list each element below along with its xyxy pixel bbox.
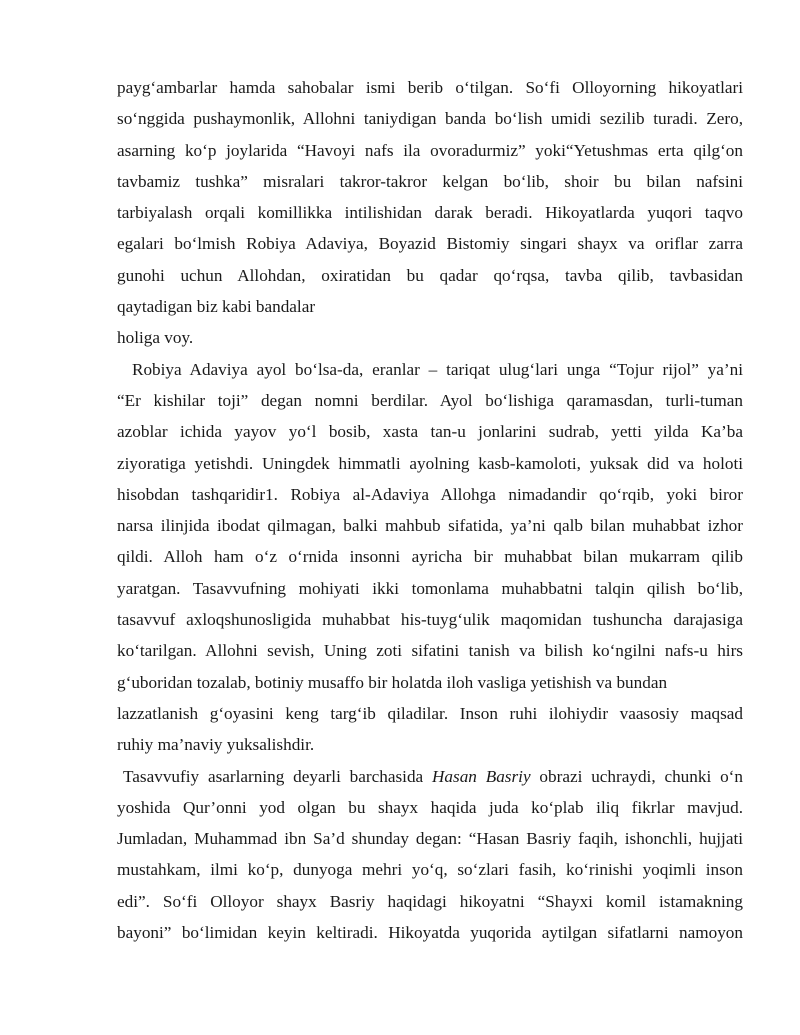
text-line: gunohi uchun Allohdan, oxiratidan bu qadar qo‘rqsa, tavba qilib, tavbasidan: [117, 265, 743, 285]
text-line: tarbiyalash orqali komillikka intilishidan darak beradi. Hikoyatlarda yuqori taqvo: [117, 203, 743, 223]
text-line: “Er kishilar toji” degan nomni berdilar. Ayol bo‘lishiga qaramasdan, turli-tuman: [117, 390, 743, 410]
text-line: lazzatlanish g‘oyasini keng targ‘ib qiladilar. Inson ruhi ilohiydir vaasosiy maqsad: [117, 703, 743, 723]
text-line: narsa ilinjida ibodat qilmagan, balki mahbub sifatida, ya’ni qalb bilan muhabbat izhor: [117, 516, 743, 536]
text-line: so‘nggida pushaymonlik, Allohni taniydigan banda bo‘lish umidi sezilib turadi. Zero,: [117, 109, 743, 129]
text-line: mustahkam, ilmi ko‘p, dunyoga mehri yo‘q, so‘zlari fasih, ko‘rinishi yoqimli inson: [117, 860, 743, 880]
text-line: tasavvuf axloqshunosligida muhabbat his-tuyg‘ulik maqomidan tushuncha darajasiga: [117, 610, 743, 630]
text-line: yaratgan. Tasavvufning mohiyati ikki tomonlama muhabbatni talqin qilish bo‘lib,: [117, 578, 743, 598]
body-text: [117, 72, 743, 948]
text-line: ko‘tarilgan. Allohni sevish, Uning zoti sifatini tanish va bilish ko‘ngilni nafs-u hirs: [117, 641, 743, 661]
text-line: bayoni” bo‘limidan keyin keltiradi. Hikoyatda yuqorida aytilgan sifatlarni namoyon: [117, 923, 743, 943]
italic-name: Hasan Basriy: [432, 766, 531, 786]
text-line: edi”. So‘fi Olloyor shayx Basriy haqidagi hikoyatni “Shayxi komil istamakning: [117, 891, 743, 911]
text-segment: Tasavvufiy asarlarning deyarli barchasida: [123, 766, 432, 786]
text-line: azoblar ichida yayov yo‘l bosib, xasta tan-u jonlarini sudrab, yetti yilda Ka’ba: [117, 422, 743, 442]
text-line: asarning ko‘p joylarida “Havoyi nafs ila ovoradurmiz” yoki“Yetushmas erta qilg‘on: [117, 140, 743, 160]
text-line: ziyoratiga yetishdi. Uningdek himmatli ayolning kasb-kamoloti, yuksak did va holoti: [117, 453, 743, 473]
text-line: ruhiy ma’naviy yuksalishdir.: [117, 735, 315, 755]
text-line: g‘uboridan tozalab, botiniy musaffo bir holatda iloh vasliga yetishish va bundan: [117, 672, 668, 692]
text-segment: obrazi uchraydi, chunki o‘n: [530, 766, 743, 786]
text-line: hisobdan tashqaridir1. Robiya al-Adaviya Allohga nimadandir qo‘rqib, yoki biror: [117, 484, 743, 504]
text-line: Robiya Adaviya ayol bo‘lsa-da, eranlar – tariqat ulug‘lari unga “Tojur rijol” ya’ni: [132, 359, 743, 379]
text-line: qaytadigan biz kabi bandalar: [117, 297, 316, 317]
text-line: holiga voy.: [117, 328, 194, 348]
text-line: egalari bo‘lmish Robiya Adaviya, Boyazid Bistomiy singari shayx va oriflar zarra: [117, 234, 743, 254]
text-line: qildi. Alloh ham o‘z o‘rnida insonni ayricha bir muhabbat bilan mukarram qilib: [117, 547, 743, 567]
text-line: payg‘ambarlar hamda sahobalar ismi berib o‘tilgan. So‘fi Olloyorning hikoyatlari: [117, 78, 743, 97]
text-line: yoshida Qur’onni yod olgan bu shayx haqida juda ko‘plab iliq fikrlar mavjud.: [117, 797, 743, 817]
text-line: tavbamiz tushka” misralari takror-takror kelgan bo‘lib, shoir bu bilan nafsini: [117, 171, 743, 191]
text-line: Jumladan, Muhammad ibn Sa’d shunday degan: “Hasan Basriy faqih, ishonchli, hujjati: [117, 829, 743, 849]
text-line: [117, 761, 743, 792]
